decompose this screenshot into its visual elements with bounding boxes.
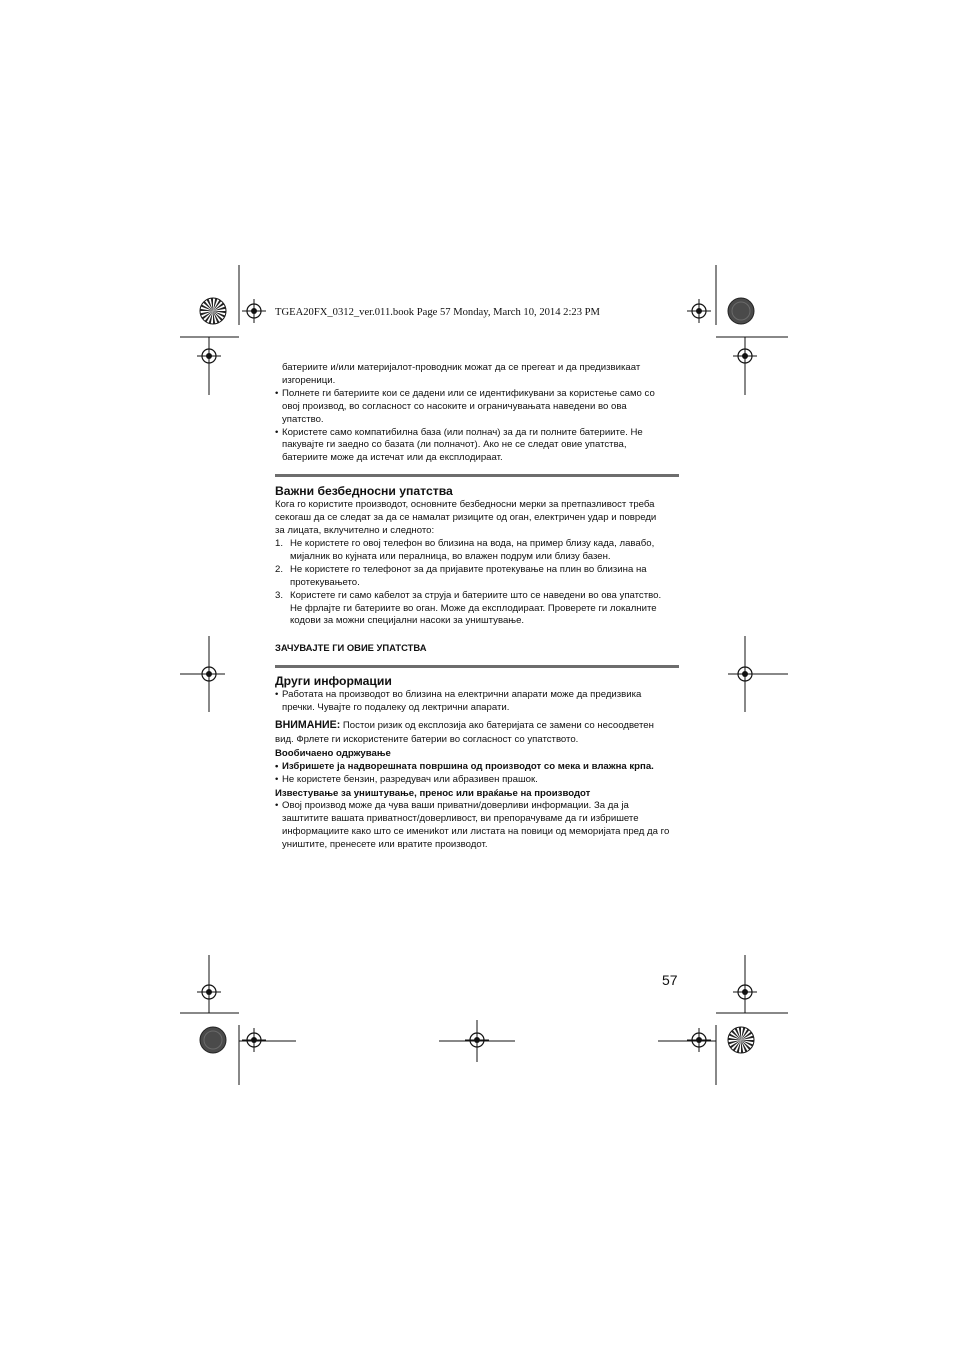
other-info-title: Други информации xyxy=(275,674,392,689)
page-number: 57 xyxy=(662,972,678,988)
bullet-dot: • xyxy=(275,773,279,785)
bullet-line: Не користете бензин, разредувач или абразивен прашок. xyxy=(282,773,538,785)
item-line: Користете ги само кабелот за струја и батериите што се наведени во ова упатство. xyxy=(290,589,662,601)
bullet-line: заштитите вашата приватност/доверливост, ви препорачуваме да ги избришете xyxy=(282,813,639,825)
item-number: 2. xyxy=(275,563,284,575)
continuation-line: батериите и/или материјалот-проводник можат да се прегеат и да предизвикаат xyxy=(282,362,641,373)
item-number: 3. xyxy=(275,589,284,601)
safety-intro-line: за лицата, вклучително и следното: xyxy=(275,525,435,537)
battery-bullet-1 xyxy=(275,388,679,427)
safety-intro-line: секогаш да се следат за да се намалат ризиците од оган, електричен удар и повреди xyxy=(275,512,657,524)
item-line: мијалник во кујната или пералница, во влажен подрум или близу базен. xyxy=(290,550,611,562)
bullet-line: батериите може да истечат или да експлодираат. xyxy=(282,452,503,464)
bullet-line: пакувајте ги заедно со базата (ли полначот). Ако не се следат овие упатства, xyxy=(282,439,627,451)
bullet-line: уништите, пренесете или вратите производот. xyxy=(282,839,488,851)
safety-section-title: Важни безбедносни упатства xyxy=(275,484,453,499)
disposal-title: Известување за уништување, пренос или враќање на производот xyxy=(275,787,591,799)
disposal-bullet xyxy=(275,800,679,852)
bullet-dot: • xyxy=(275,760,279,772)
safety-intro-line: Кога го користите производот, основните безбедносни мерки за претпазливост треба xyxy=(275,499,655,511)
book-file-header: TGEA20FX_0312_ver.011.book Page 57 Monday, March 10, 2014 2:23 PM xyxy=(275,307,600,318)
bullet-line: Работата на производот во близина на електрични апарати може да предизвика xyxy=(282,689,642,701)
bullet-dot: • xyxy=(275,689,279,701)
maintenance-title: Вообичаено одржување xyxy=(275,747,391,759)
section-divider xyxy=(275,474,679,477)
safety-item-2 xyxy=(275,564,679,590)
safety-item-3 xyxy=(275,590,679,629)
bullet-dot: • xyxy=(275,387,279,399)
warning-label: ВНИМАНИЕ: xyxy=(275,719,341,732)
page-content xyxy=(275,362,679,852)
bullet-line: информациите како што се имениkот или листата на повици од меморијата пред да го xyxy=(282,826,670,838)
bullet-dot: • xyxy=(275,426,279,438)
bullet-line: Избришете ја надворешната површина од производот со мека и влажна крпа. xyxy=(282,760,654,772)
maintenance-bullet xyxy=(275,774,679,787)
warning-line-2: вид. Фрлете ги искористените батерии во согласност со упатството. xyxy=(275,733,579,745)
bullet-line: Користете само компатибилна база (или полнач) за да ги полните батериите. Не xyxy=(282,426,643,438)
item-line: протекувањето. xyxy=(290,576,360,588)
maintenance-bold-bullet xyxy=(275,761,679,774)
bullet-line: овој производ, во согласност со насоките и ограничувањата наведени во ова xyxy=(282,400,627,412)
bullet-line: Овој производ може да чува ваши приватни/доверливи информации. За да ја xyxy=(282,800,629,812)
section-divider xyxy=(275,665,679,668)
bullet-line: упатство. xyxy=(282,413,324,425)
item-line: Не користете го овој телефон во близина на вода, на пример близу када, лавабо, xyxy=(290,537,655,549)
bullet-line: Полнете ги батериите кои се дадени или се идентификувани за користење само со xyxy=(282,387,655,399)
item-line: Не користете го телефонот за да пријавите протекување на плин во близина на xyxy=(290,563,647,575)
item-line: кодови за можни специјални насоки за уништување. xyxy=(290,615,525,627)
item-line: Не фрлајте ги батериите во оган. Може да експлодираат. Проверете ги локалните xyxy=(290,602,657,614)
bullet-dot: • xyxy=(275,800,279,812)
warning-text: Постои ризик од експлозија ако батеријата се замени со несоодветен xyxy=(340,720,654,732)
appliance-bullet xyxy=(275,689,679,715)
safety-item-1 xyxy=(275,538,679,564)
battery-bullet-2 xyxy=(275,427,679,466)
save-instructions-notice: ЗАЧУВАЈТЕ ГИ ОВИЕ УПАТСТВА xyxy=(275,642,427,654)
item-number: 1. xyxy=(275,537,284,549)
continuation-line: изгореници. xyxy=(282,374,336,386)
bullet-line: пречки. Чувајте го подалеку од лектрични апарати. xyxy=(282,702,510,714)
warning-line xyxy=(275,719,679,733)
